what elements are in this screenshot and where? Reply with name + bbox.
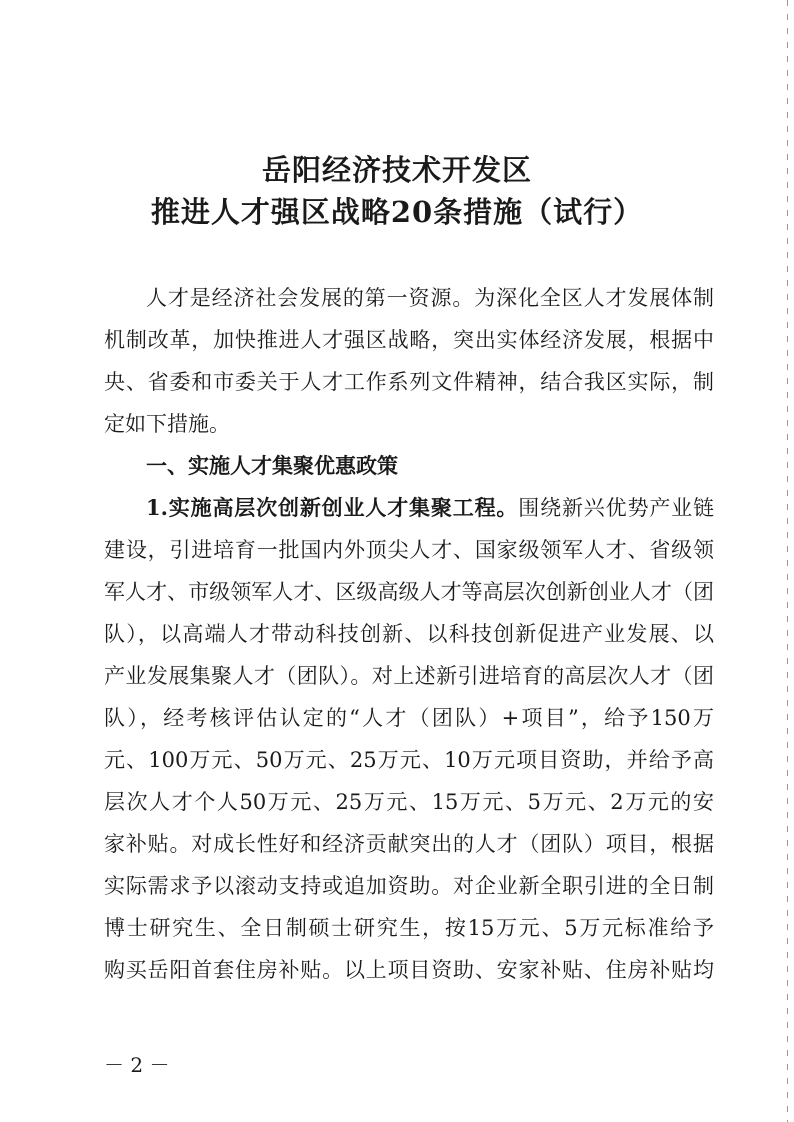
intro-line: 定如下措施。 xyxy=(104,412,230,436)
item1-first-line-text: 围绕新兴优势产业链 xyxy=(518,496,714,520)
body-line: 家补贴。对成长性好和经济贡献突出的人才（团队）项目，根据 xyxy=(104,832,714,856)
body-line: 购买岳阳首套住房补贴。以上项目资助、安家补贴、住房补贴均 xyxy=(104,958,714,982)
body-line: 队），经考核评估认定的“人才（团队）+项目”，给予150万 xyxy=(104,706,714,730)
intro-line: 人才是经济社会发展的第一资源。为深化全区人才发展体制 xyxy=(146,286,714,310)
body-line: 建设，引进培育一批国内外顶尖人才、国家级领军人才、省级领 xyxy=(104,538,714,562)
item1-title: 1.实施高层次创新创业人才集聚工程。 xyxy=(146,495,519,520)
page-number: － 2 － xyxy=(104,1053,170,1077)
item1-first-line xyxy=(146,493,714,523)
body-line: 元、100万元、50万元、25万元、10万元项目资助，并给予高 xyxy=(104,748,714,772)
intro-line: 机制改革，加快推进人才强区战略，突出实体经济发展，根据中 xyxy=(104,328,714,352)
document-title-line-2: 推进人才强区战略20条措施（试行） xyxy=(150,195,644,229)
intro-line: 央、省委和市委关于人才工作系列文件精神，结合我区实际，制 xyxy=(104,370,714,394)
document-title-line-1: 岳阳经济技术开发区 xyxy=(261,153,532,187)
body-line: 军人才、市级领军人才、区级高级人才等高层次创新创业人才（团 xyxy=(104,580,714,604)
body-line: 博士研究生、全日制硕士研究生，按15万元、5万元标准给予 xyxy=(104,916,714,940)
body-line: 实际需求予以滚动支持或追加资助。对企业新全职引进的全日制 xyxy=(104,874,714,898)
body-line: 队），以高端人才带动科技创新、以科技创新促进产业发展、以 xyxy=(104,622,714,646)
scan-edge-line xyxy=(787,0,788,1122)
body-line: 产业发展集聚人才（团队）。对上述新引进培育的高层次人才（团 xyxy=(104,664,714,688)
body-line: 层次人才个人50万元、25万元、15万元、5万元、2万元的安 xyxy=(104,790,714,814)
section-heading: 一、实施人才集聚优惠政策 xyxy=(146,454,398,478)
